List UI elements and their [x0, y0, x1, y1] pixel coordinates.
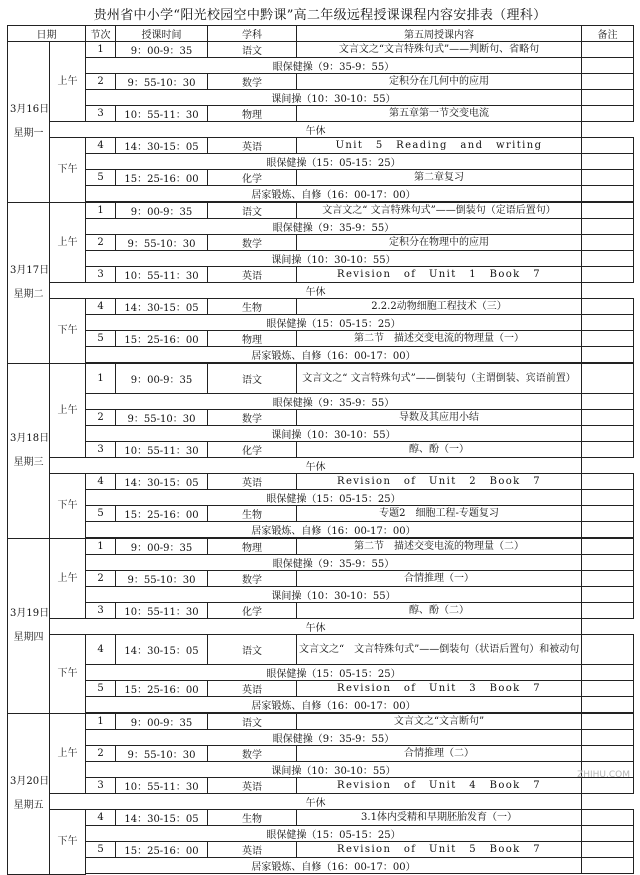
remark-cell	[582, 90, 634, 106]
eye-exercise-row: 眼保健操（15：05-15：25）	[86, 826, 582, 842]
period-no: 5	[86, 331, 116, 347]
period-no: 2	[86, 74, 116, 90]
time-cell: 9：55-10：30	[116, 235, 208, 251]
period-no: 5	[86, 170, 116, 186]
self-study-row: 居家锻炼、自修（16：00-17：00）	[86, 186, 582, 202]
time-cell: 9：00-9：35	[116, 364, 208, 394]
subject-cell: 化学	[208, 170, 297, 186]
remark-cell	[582, 267, 634, 283]
content-cell: 3.1体内受精和早期胚胎发育（一）	[297, 810, 582, 826]
remark-cell	[582, 347, 634, 363]
remark-cell	[582, 571, 634, 587]
period-no: 2	[86, 746, 116, 762]
subject-cell: 语文	[208, 42, 297, 58]
break-row: 课间操（10：30-10：55）	[86, 587, 582, 603]
self-study-row: 居家锻炼、自修（16：00-17：00）	[86, 522, 582, 538]
subject-cell: 生物	[208, 506, 297, 522]
subject-cell: 数学	[208, 410, 297, 426]
remark-cell	[582, 858, 634, 874]
half-pm	[50, 299, 86, 364]
half-am	[50, 42, 86, 122]
remark-cell	[582, 587, 634, 603]
eye-exercise-row: 眼保健操（9：35-9：55）	[86, 394, 582, 410]
remark-cell	[582, 299, 634, 315]
time-cell: 9：55-10：30	[116, 746, 208, 762]
remark-cell	[582, 426, 634, 442]
content-cell: Revision of Unit 3 Book 7	[297, 681, 582, 697]
time-cell: 9：55-10：30	[116, 74, 208, 90]
time-cell: 15：25-16：00	[116, 506, 208, 522]
content-cell: 导数及其应用小结	[297, 410, 582, 426]
content-cell: Revision of Unit 5 Book 7	[297, 842, 582, 858]
remark-cell	[582, 474, 634, 490]
date-label: 3月19日	[10, 608, 49, 619]
content-cell: 合情推理（一）	[297, 571, 582, 587]
noon-rest-row: 午休	[50, 619, 582, 635]
table-row	[8, 42, 634, 58]
eye-exercise-row: 眼保健操（9：35-9：55）	[86, 58, 582, 74]
subject-cell: 语文	[208, 364, 297, 394]
remark-cell	[582, 394, 634, 410]
weekday-label: 星期四	[14, 632, 44, 643]
remark-cell	[582, 364, 634, 394]
period-no: 4	[86, 810, 116, 826]
self-study-row: 居家锻炼、自修（16：00-17：00）	[86, 347, 582, 363]
subject-cell: 语文	[208, 203, 297, 219]
subject-cell: 物理	[208, 331, 297, 347]
half-am	[50, 203, 86, 283]
period-no: 5	[86, 681, 116, 697]
period-no: 1	[86, 539, 116, 555]
half-label: 下午	[58, 164, 78, 175]
header-time: 授课时间	[116, 26, 208, 42]
period-no: 2	[86, 235, 116, 251]
half-label: 上午	[58, 573, 78, 584]
header-row	[8, 26, 634, 42]
day-cell	[8, 364, 50, 539]
half-am	[50, 364, 86, 458]
subject-cell: 英语	[208, 842, 297, 858]
remark-cell	[582, 219, 634, 235]
day-cell	[8, 42, 50, 203]
date-label: 3月17日	[10, 265, 49, 276]
time-cell: 9：00-9：35	[116, 203, 208, 219]
period-no: 5	[86, 842, 116, 858]
remark-cell	[582, 522, 634, 538]
time-cell: 10：55-11：30	[116, 442, 208, 458]
self-study-row: 居家锻炼、自修（16：00-17：00）	[86, 697, 582, 713]
content-cell: Revision of Unit 4 Book 7	[297, 778, 582, 794]
break-row: 课间操（10：30-10：55）	[86, 426, 582, 442]
content-cell: 定积分在物理中的应用	[297, 235, 582, 251]
schedule-table	[7, 25, 634, 875]
half-label: 上午	[58, 76, 78, 87]
remark-cell	[582, 842, 634, 858]
remark-cell	[582, 170, 634, 186]
half-label: 上午	[58, 748, 78, 759]
time-cell: 9：00-9：35	[116, 714, 208, 730]
remark-cell	[582, 203, 634, 219]
period-no: 5	[86, 506, 116, 522]
header-content: 第五周授课内容	[297, 26, 582, 42]
time-cell: 14：30-15：05	[116, 299, 208, 315]
subject-cell: 数学	[208, 74, 297, 90]
noon-rest-row: 午休	[50, 283, 582, 299]
time-cell: 14：30-15：05	[116, 810, 208, 826]
content-cell: 专题2 细胞工程-专题复习	[297, 506, 582, 522]
content-cell: 第五章第一节交变电流	[297, 106, 582, 122]
day-cell	[8, 714, 50, 875]
header-subject: 学科	[208, 26, 297, 42]
header-date: 日期	[8, 26, 86, 42]
period-no: 3	[86, 603, 116, 619]
content-cell: 文言文之“ 文言特殊句式”——倒装句（主谓倒装、宾语前置）	[297, 364, 582, 394]
break-row: 课间操（10：30-10：55）	[86, 251, 582, 267]
period-no: 4	[86, 138, 116, 154]
remark-cell	[582, 42, 634, 58]
subject-cell: 生物	[208, 810, 297, 826]
remark-cell	[582, 697, 634, 713]
half-am	[50, 714, 86, 794]
content-cell: 文言文之“ 文言特殊句式”——倒装句（定语后置句）	[297, 203, 582, 219]
noon-rest-row: 午休	[50, 458, 582, 474]
remark-cell	[582, 681, 634, 697]
subject-cell: 英语	[208, 474, 297, 490]
remark-cell	[582, 603, 634, 619]
content-cell: Unit 5 Reading and writing	[297, 138, 582, 154]
subject-cell: 英语	[208, 681, 297, 697]
remark-cell	[582, 186, 634, 202]
content-cell: 第二章复习	[297, 170, 582, 186]
day-block	[8, 42, 634, 203]
content-cell: Revision of Unit 2 Book 7	[297, 474, 582, 490]
remark-cell	[582, 746, 634, 762]
eye-exercise-row: 眼保健操（15：05-15：25）	[86, 490, 582, 506]
noon-rest-row: 午休	[50, 122, 582, 138]
weekday-label: 星期三	[14, 457, 44, 468]
time-cell: 10：55-11：30	[116, 106, 208, 122]
subject-cell: 生物	[208, 299, 297, 315]
eye-exercise-row: 眼保健操（9：35-9：55）	[86, 730, 582, 746]
period-no: 3	[86, 267, 116, 283]
date-label: 3月20日	[10, 776, 49, 787]
time-cell: 15：25-16：00	[116, 170, 208, 186]
remark-cell	[582, 555, 634, 571]
noon-rest-row: 午休	[50, 794, 582, 810]
time-cell: 9：00-9：35	[116, 42, 208, 58]
half-label: 下午	[58, 836, 78, 847]
remark-cell	[582, 539, 634, 555]
remark-cell	[582, 665, 634, 681]
remark-cell	[582, 106, 634, 122]
subject-cell: 数学	[208, 235, 297, 251]
remark-cell	[582, 74, 634, 90]
remark-cell	[582, 331, 634, 347]
eye-exercise-row: 眼保健操（15：05-15：25）	[86, 154, 582, 170]
remark-cell	[582, 506, 634, 522]
time-cell: 14：30-15：05	[116, 635, 208, 665]
break-row: 课间操（10：30-10：55）	[86, 762, 582, 778]
eye-exercise-row: 眼保健操（9：35-9：55）	[86, 219, 582, 235]
remark-cell	[582, 235, 634, 251]
period-no: 1	[86, 714, 116, 730]
break-row: 课间操（10：30-10：55）	[86, 90, 582, 106]
half-label: 下午	[58, 500, 78, 511]
remark-cell	[582, 730, 634, 746]
subject-cell: 语文	[208, 714, 297, 730]
period-no: 3	[86, 106, 116, 122]
remark-cell	[582, 635, 634, 665]
subject-cell: 英语	[208, 138, 297, 154]
half-label: 上午	[58, 405, 78, 416]
remark-cell	[582, 251, 634, 267]
time-cell: 9：00-9：35	[116, 539, 208, 555]
day-block	[8, 714, 634, 875]
table-title: 贵州省中小学“阳光校园空中黔课”高二年级远程授课课程内容安排表（理科）	[0, 4, 640, 23]
subject-cell: 数学	[208, 746, 297, 762]
content-cell: 文言文之“文言特殊句式”——判断句、省略句	[297, 42, 582, 58]
day-block	[8, 203, 634, 364]
period-no: 4	[86, 299, 116, 315]
subject-cell: 英语	[208, 778, 297, 794]
subject-cell: 物理	[208, 539, 297, 555]
period-no: 4	[86, 474, 116, 490]
header-period: 节次	[86, 26, 116, 42]
time-cell: 14：30-15：05	[116, 474, 208, 490]
content-cell: 文言文之“ 文言特殊句式”——倒装句（状语后置句）和被动句	[297, 635, 582, 665]
content-cell: 合情推理（二）	[297, 746, 582, 762]
subject-cell: 数学	[208, 571, 297, 587]
date-label: 3月18日	[10, 433, 49, 444]
day-cell	[8, 539, 50, 714]
time-cell: 9：55-10：30	[116, 410, 208, 426]
content-cell: 定积分在几何中的应用	[297, 74, 582, 90]
eye-exercise-row: 眼保健操（9：35-9：55）	[86, 555, 582, 571]
remark-cell	[582, 714, 634, 730]
weekday-label: 星期五	[14, 800, 44, 811]
day-cell	[8, 203, 50, 364]
period-no: 2	[86, 571, 116, 587]
half-pm	[50, 138, 86, 203]
date-label: 3月16日	[10, 104, 49, 115]
eye-exercise-row: 眼保健操（15：05-15：25）	[86, 315, 582, 331]
remark-cell	[582, 58, 634, 74]
period-no: 3	[86, 442, 116, 458]
self-study-row: 居家锻炼、自修（16：00-17：00）	[86, 858, 582, 874]
remark-cell	[582, 810, 634, 826]
period-no: 3	[86, 778, 116, 794]
remark-cell	[582, 315, 634, 331]
remark-cell	[582, 826, 634, 842]
eye-exercise-row: 眼保健操（15：05-15：25）	[86, 665, 582, 681]
time-cell: 14：30-15：05	[116, 138, 208, 154]
time-cell: 10：55-11：30	[116, 603, 208, 619]
watermark: ZHIHU.COM	[577, 770, 630, 780]
subject-cell: 物理	[208, 106, 297, 122]
time-cell: 10：55-11：30	[116, 778, 208, 794]
period-no: 2	[86, 410, 116, 426]
weekday-label: 星期二	[14, 289, 44, 300]
content-cell: 第二节 描述交变电流的物理量（二）	[297, 539, 582, 555]
half-pm	[50, 810, 86, 875]
period-no: 1	[86, 42, 116, 58]
header-remark: 备注	[582, 26, 634, 42]
content-cell: 2.2.2动物细胞工程技术（三）	[297, 299, 582, 315]
remark-cell	[582, 138, 634, 154]
half-am	[50, 539, 86, 619]
time-cell: 10：55-11：30	[116, 267, 208, 283]
time-cell: 15：25-16：00	[116, 681, 208, 697]
content-cell: 第二节 描述交变电流的物理量（一）	[297, 331, 582, 347]
content-cell: Revision of Unit 1 Book 7	[297, 267, 582, 283]
remark-cell	[582, 490, 634, 506]
day-block	[8, 539, 634, 714]
subject-cell: 化学	[208, 603, 297, 619]
half-label: 下午	[58, 325, 78, 336]
remark-cell	[582, 442, 634, 458]
half-label: 上午	[58, 237, 78, 248]
remark-cell	[582, 154, 634, 170]
weekday-label: 星期一	[14, 128, 44, 139]
content-cell: 醇、酚（二）	[297, 603, 582, 619]
subject-cell: 语文	[208, 635, 297, 665]
day-block	[8, 364, 634, 539]
half-pm	[50, 474, 86, 539]
content-cell: 醇、酚（一）	[297, 442, 582, 458]
remark-cell	[582, 410, 634, 426]
content-cell: 文言文之“文言断句”	[297, 714, 582, 730]
time-cell: 15：25-16：00	[116, 842, 208, 858]
period-no: 1	[86, 364, 116, 394]
half-pm	[50, 635, 86, 714]
period-no: 4	[86, 635, 116, 665]
time-cell: 9：55-10：30	[116, 571, 208, 587]
time-cell: 15：25-16：00	[116, 331, 208, 347]
half-label: 下午	[58, 668, 78, 679]
period-no: 1	[86, 203, 116, 219]
subject-cell: 英语	[208, 267, 297, 283]
subject-cell: 化学	[208, 442, 297, 458]
